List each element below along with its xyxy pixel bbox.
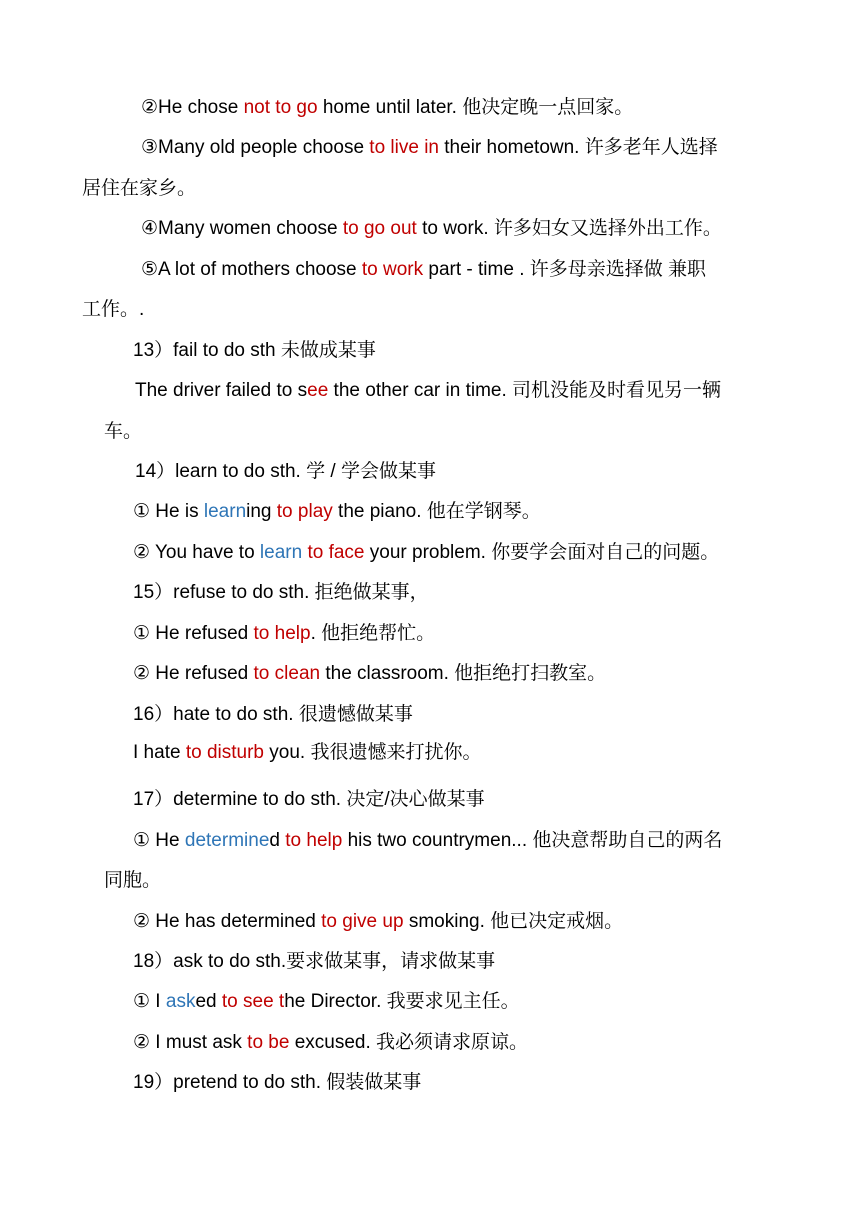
heading-19-pretend [133, 1071, 421, 1095]
highlight-infinitive: not to go [243, 97, 318, 118]
text-segment: the other car in time. 司机没能及时看见另一辆 [328, 380, 722, 401]
text-segment: ② I must ask [133, 1032, 248, 1053]
text-segment: ② You have to [133, 542, 260, 563]
highlight-infinitive: to go out [342, 218, 417, 239]
example-learn-to-face [133, 541, 719, 565]
highlight-infinitive: to play [276, 501, 333, 522]
text-segment: the classroom. 他拒绝打扫教室。 [320, 663, 607, 684]
example-choose-to-work [141, 258, 706, 282]
text-segment: ② He refused [133, 663, 254, 684]
text-segment: ① He refused [133, 623, 254, 644]
text-segment: your problem. 你要学会面对自己的问题。 [364, 542, 720, 563]
text-segment: 14）learn to do sth. 学 / 学会做某事 [135, 461, 436, 482]
text-segment: excused. 我必须请求原谅。 [289, 1032, 529, 1053]
highlight-infinitive: to give up [321, 911, 404, 932]
text-segment: ed [195, 991, 222, 1012]
text-segment: ⑤A lot of mothers choose [141, 259, 362, 280]
text-segment: ① He [133, 830, 185, 851]
heading-14-learn [135, 460, 436, 484]
example-choose-to-work-cont [82, 298, 144, 322]
text-segment: 18）ask to do sth.要求做某事，请求做某事 [133, 951, 496, 972]
highlight-infinitive: to live in [369, 137, 439, 158]
text-segment: part - time . 许多母亲选择做 兼职 [423, 259, 707, 280]
text-segment: 15）refuse to do sth. 拒绝做某事， [133, 582, 429, 603]
text-segment: his two countrymen... 他决意帮助自己的两名 [342, 830, 723, 851]
highlight-infinitive: to work [361, 259, 424, 280]
highlight-infinitive: to see t [221, 991, 285, 1012]
highlight-verb: learn [259, 542, 303, 563]
example-determined-to-give-up [133, 910, 623, 934]
highlight-infinitive: to help [253, 623, 311, 644]
text-segment: 车。 [104, 421, 143, 442]
text-segment: ④Many women choose [141, 218, 343, 239]
example-failed-to-see [135, 379, 721, 403]
text-segment: 19）pretend to do sth. 假装做某事 [133, 1072, 422, 1093]
highlight-verb: determine [184, 830, 270, 851]
text-segment: to work. 许多妇女又选择外出工作。 [416, 218, 722, 239]
text-segment: 同胞。 [104, 870, 162, 891]
example-determined-to-help [133, 829, 722, 853]
example-choose-to-live-in-cont [82, 177, 196, 201]
highlight-infinitive: ee [307, 380, 329, 401]
highlight-verb: learn [203, 501, 247, 522]
highlight-infinitive: to be [247, 1032, 290, 1053]
example-determined-to-help-cont [104, 869, 161, 893]
text-segment: 16）hate to do sth. 很遗憾做某事 [133, 704, 413, 725]
heading-13-fail [133, 339, 376, 363]
text-segment: 17）determine to do sth. 决定/决心做某事 [133, 789, 485, 810]
example-chose-not-to-go [141, 96, 633, 120]
highlight-verb: ask [165, 991, 196, 1012]
heading-15-refuse [133, 581, 429, 605]
text-segment: the piano. 他在学钢琴。 [332, 501, 541, 522]
text-segment: their hometown. 许多老年人选择 [439, 137, 718, 158]
text-segment: ① He is [133, 501, 204, 522]
text-segment: you. 我很遗憾来打扰你。 [263, 742, 482, 763]
highlight-infinitive: to disturb [185, 742, 264, 763]
example-choose-to-go-out [141, 217, 722, 241]
text-segment: 居住在家乡。 [82, 178, 197, 199]
highlight-infinitive: to clean [253, 663, 321, 684]
heading-18-ask [133, 950, 495, 974]
text-segment: ③Many old people choose [141, 137, 370, 158]
text-segment: ① I [133, 991, 166, 1012]
example-asked-to-see [133, 990, 520, 1014]
example-ask-to-be-excused [133, 1031, 528, 1055]
example-refused-to-help [133, 622, 435, 646]
text-segment: smoking. 他已决定戒烟。 [403, 911, 624, 932]
example-refused-to-clean [133, 662, 606, 686]
text-segment: ing [246, 501, 277, 522]
example-choose-to-live-in [141, 136, 718, 160]
text-segment: ②He chose [141, 97, 244, 118]
text-segment: . 他拒绝帮忙。 [310, 623, 436, 644]
heading-17-determine [133, 788, 485, 812]
example-hate-to-disturb [133, 741, 481, 765]
example-failed-to-see-cont [104, 420, 142, 444]
text-segment: d [269, 830, 286, 851]
text-segment: ② He has determined [133, 911, 322, 932]
text-segment: 工作。. [82, 299, 145, 320]
text-segment: I hate [133, 742, 186, 763]
example-learning-to-play [133, 500, 541, 524]
text-segment: he Director. 我要求见主任。 [284, 991, 520, 1012]
text-segment: The driver failed to s [135, 380, 308, 401]
highlight-infinitive: to face [307, 542, 365, 563]
heading-16-hate [133, 703, 413, 727]
text-segment: 13）fail to do sth 未做成某事 [133, 340, 376, 361]
text-segment: home until later. 他决定晚一点回家。 [317, 97, 634, 118]
highlight-infinitive: to help [285, 830, 343, 851]
